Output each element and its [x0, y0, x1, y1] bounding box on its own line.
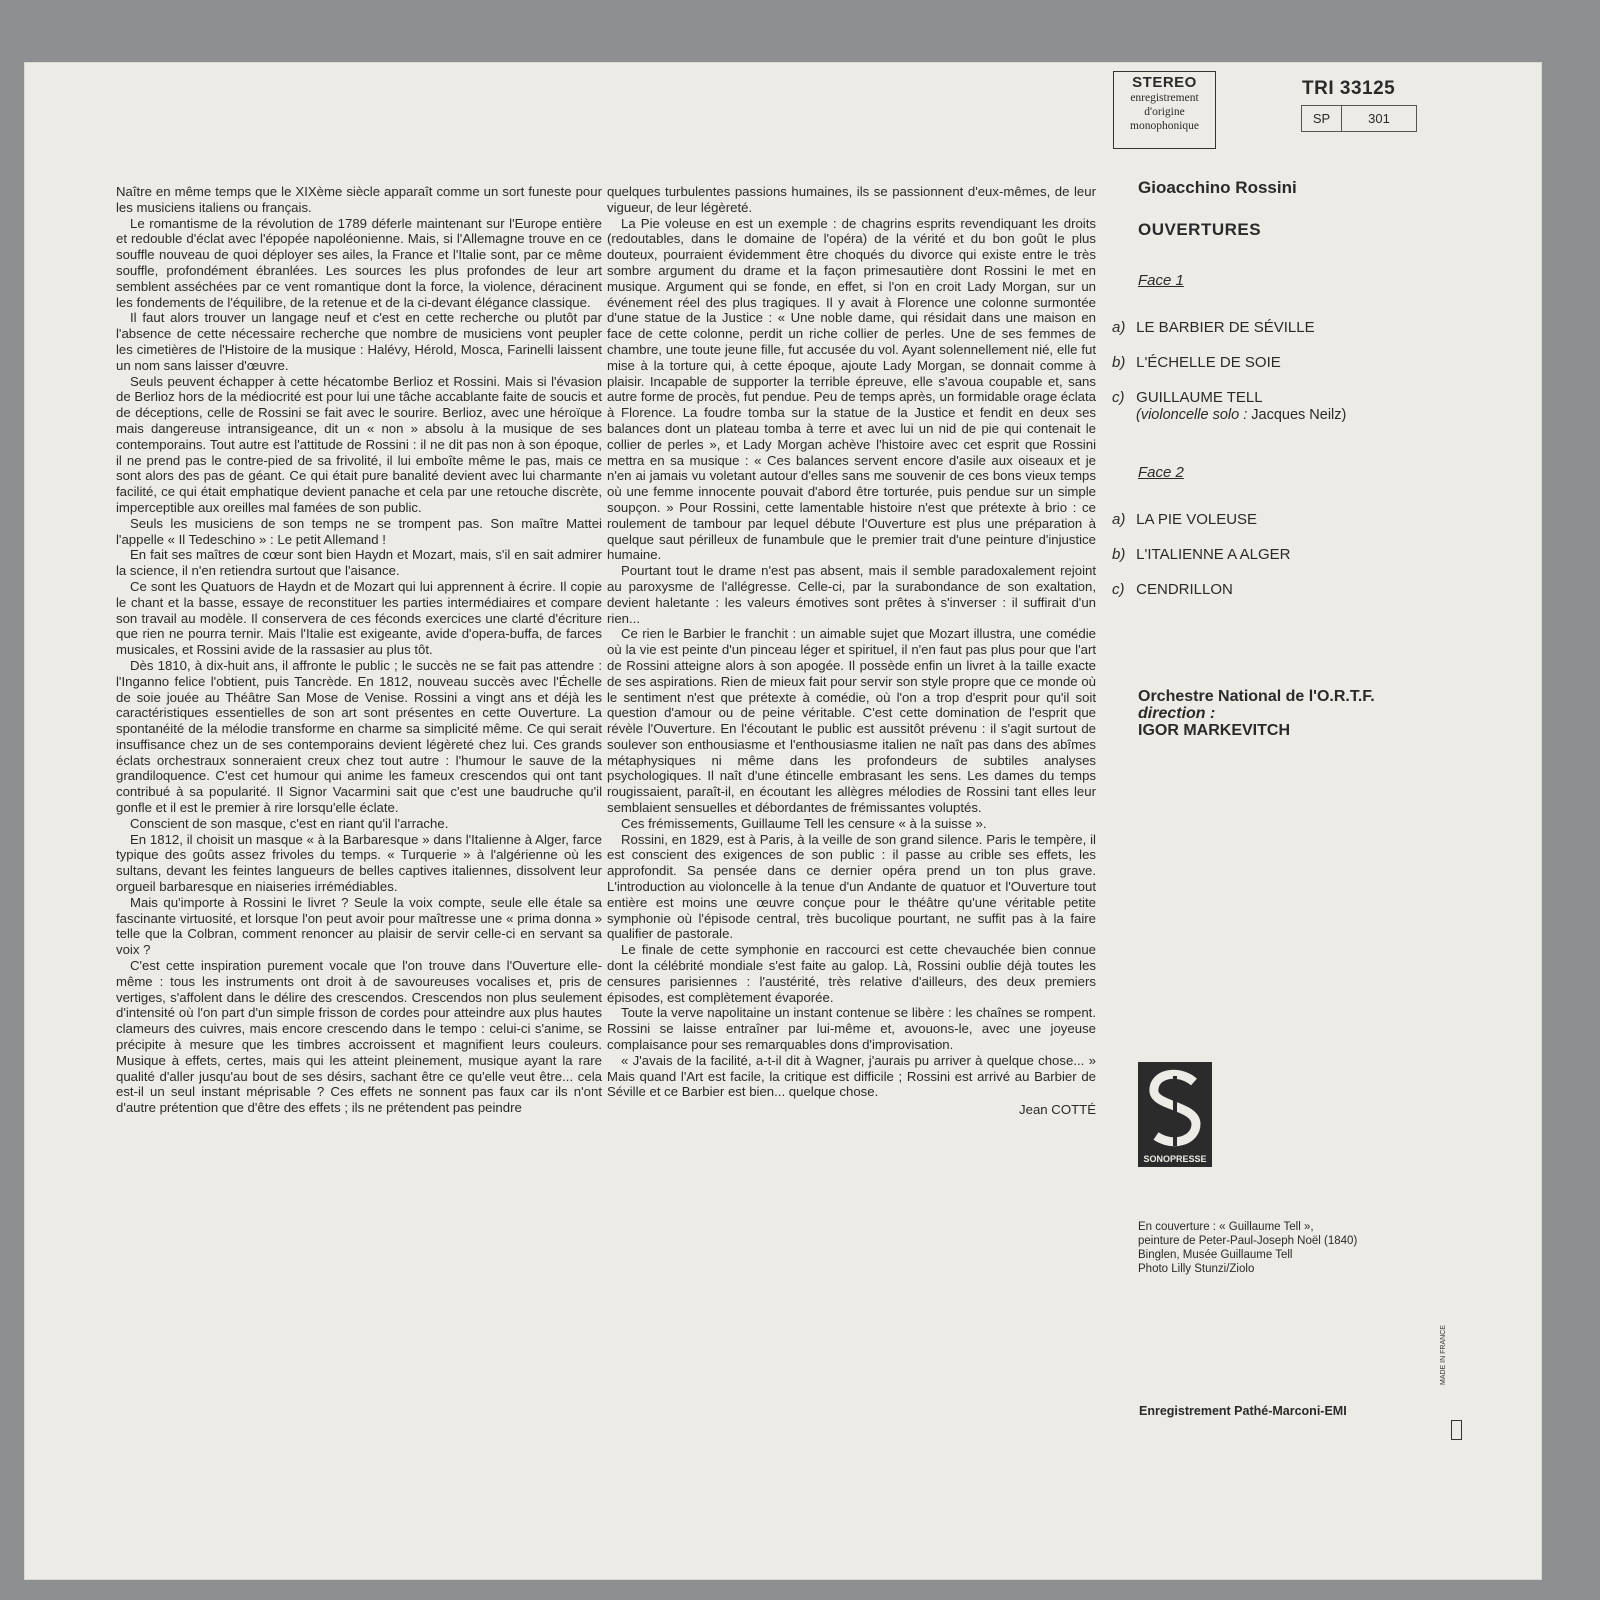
track-index: a): [1112, 319, 1126, 336]
paragraph: Dès 1810, à dix-huit ans, il affronte le public ; le succès ne se fait pas attendre : l'Inganno felice l'obtient, puis Tancrède. En 1812, nouveau succès avec l'Échelle de soie jouée au Théâtre San Mose de Venise. Rossini a vingt ans et déjà les caractéristiques essentielles de son art sont présentes en cette Ouverture. La spontanéité de la mélodie transforme en charme sa simplicité même. Ce qui serait insuffisance chez un de ses contemporains devient légèreté chez lui. Ces grands éclats orchestraux sonneraient creux chez tout autre : l'humour le sauve de la grandiloquence. C'est cet humour qui anime les fameux crescendos qui ont tant contribué à sa popularité. Il Signor Vacarmini sait que c'est une baudruche qu'il gonfle et il est le premier à rire lorsqu'elle éclate.: [116, 657, 602, 816]
work-title: OUVERTURES: [1138, 220, 1262, 239]
note-name: Jacques Neilz): [1251, 407, 1347, 423]
liner-notes-column-2: [607, 184, 1096, 1118]
track-item: [1112, 581, 1233, 598]
logo-text: SONOPRESSE: [1143, 1154, 1207, 1164]
track-index: c): [1112, 581, 1125, 598]
paragraph: Ces frémissements, Guillaume Tell les censure « à la suisse ».: [621, 815, 987, 831]
note-label: (violoncelle solo :: [1136, 407, 1248, 423]
stereo-line: enregistrement: [1130, 92, 1199, 104]
paragraph: « J'avais de la facilité, a-t-il dit à Wagner, j'aurais pu arriver à quelque chose... » Mais quand l'Art est facile, la critique est difficile ; Rossini est arrivé au Barbier de Séville et ce Barbier est bien... quelque chose.: [607, 1052, 1096, 1100]
made-in-label: MADE IN FRANCE: [1440, 1325, 1447, 1385]
track-index: b): [1112, 354, 1126, 371]
paragraph: C'est cette inspiration purement vocale que l'on trouve dans l'Ouverture elle-même : tous les instruments ont droit à de savoureuses vocalises et, pris de vertiges, s'affolent dans le délire des crescendos. Crescendos non plus seulement d'intensité où l'on part d'un simple frisson de cordes pour atteindre aux plus hautes clameurs des cuivres, mais encore crescendo dans le tempo : celui-ci s'anime, se précipite à mesure que les timbres accroissent et magnifient leurs couleurs. Musique à effets, certes, mais qui les atteint pleinement, musique ayant la rare qualité d'aller jusqu'au bout de ses désirs, sachant être ce qu'elle veut être... cela est-il un seul instant méprisable ? Ces effets ne sonnent pas faux car ils n'ont d'autre prétention que d'être des effets ; ils ne prétendent pas peindre: [116, 958, 602, 1116]
paragraph: quelques turbulentes passions humaines, ils se passionnent d'eux-mêmes, de leur vigueur, de leur légèreté.: [607, 184, 1096, 215]
track-title: L'ÉCHELLE DE SOIE: [1136, 354, 1281, 371]
paragraph: Seuls les musiciens de son temps ne se trompent pas. Son maître Mattei l'appelle « Il Tedeschino » : Le petit Allemand !: [116, 515, 602, 547]
direction-label: direction :: [1138, 705, 1216, 722]
paragraph: Le romantisme de la révolution de 1789 déferle maintenant sur l'Europe entière et redouble d'éclat avec l'épopée napoléonienne. Mais, si l'Allemagne trouve en ce souffle nouveau de quoi déployer ses ailes, la France et l'Italie sont, par ce même souffle, profondément ébranlées. Les sources les plus profondes de leur art semblent asséchées par ce vent romantique dont la force, la violence, déracinent les fondements de l'équilibre, de la retenue et de la ci-devant élégance classique.: [116, 215, 602, 310]
stereo-line: d'origine: [1144, 106, 1185, 118]
track-title: LA PIE VOLEUSE: [1136, 511, 1258, 528]
paragraph: Conscient de son masque, c'est en riant qu'il l'arrache.: [130, 815, 449, 831]
catalog-number: TRI 33125: [1302, 78, 1396, 99]
sonopresse-logo: [1138, 1062, 1212, 1167]
paragraph: Le finale de cette symphonie en raccourci est cette chevauchée bien connue dont la célébrité mondiale s'est faite au galop. Là, Rossini oublie déjà toutes les censures parisiennes : l'austérité, très relative d'ailleurs, des deux premiers épisodes, est complètement évaporée.: [607, 942, 1096, 1005]
paragraph: Toute la verve napolitaine un instant contenue se libère : les chaînes se rompent. Rossini se laisse entraîner par lui-même et, avouons-le, avec une joyeuse complaisance pour ses remarquables dons d'improvisation.: [607, 1005, 1096, 1053]
composer-name: Gioacchino Rossini: [1138, 178, 1297, 197]
paragraph: Mais qu'importe à Rossini le livret ? Seule la voix compte, seule elle étale sa fascinante virtuosité, et lorsque l'on peut avoir pour maîtresse une « prima donna » telle que la Colbran, comment renoncer au plaisir de servir celle-ci en servant sa voix ?: [116, 894, 602, 958]
sp-prefix: SP: [1302, 106, 1342, 131]
track-title: L'ITALIENNE A ALGER: [1136, 546, 1291, 563]
author-signature: Jean COTTÉ: [1019, 1102, 1096, 1118]
paragraph: Il faut alors trouver un langage neuf et c'est en cette recherche ou plutôt par l'absence de cette nécessaire recherche que nombre de musiciens vont peupler les cimetières de l'Histoire de la musique : Halévy, Hérold, Mosca, Farinelli laissent un nom sans laisser d'œuvre.: [116, 310, 602, 373]
track-title: CENDRILLON: [1136, 581, 1233, 598]
face-2-label: Face 2: [1138, 464, 1184, 481]
stereo-title: STEREO: [1132, 74, 1197, 91]
track-item: [1112, 511, 1257, 528]
emi-mark-icon: [1451, 1420, 1462, 1440]
paragraph: Seuls peuvent échapper à cette hécatombe Berlioz et Rossini. Mais si l'évasion de Berlioz hors de la médiocrité est pour lui une tâche accablante faite de soucis et de déceptions, celle de Rossini se fait avec le sourire. Berlioz, avec une héroïque mais dangereuse intransigeance, dit un « non » absolu à la musique de ses contemporains. Tout autre est l'attitude de Rossini : il ne dit pas non à son époque, il ne prend pas le contre-pied de sa frivolité, il lui emboîte même le pas, mais ce sont alors des pas de géant. Ce qui était pure banalité devient avec lui charmante facilité, ce qui était emphatique devient panache et cela par une retouche discrète, imperceptible aux oreilles mal famées de son public.: [116, 373, 602, 515]
track-index: c): [1112, 389, 1125, 406]
credit-line: peinture de Peter-Paul-Joseph Noël (1840): [1138, 1235, 1358, 1247]
orchestra-name: Orchestre National de l'O.R.T.F.: [1138, 688, 1375, 705]
performers: [1138, 688, 1375, 739]
paragraph: Ce sont les Quatuors de Haydn et de Mozart qui lui apprennent à écrire. Il copie le chant et la basse, essaye de reconstituer les parties intermédiaires et compare son travail au modèle. Il conservera de ces féconds exercices une clarté d'écriture que rien ne pourra ternir. Mais l'Italie est exigeante, avide d'opera-buffa, de farces musicales, et Rossini avide de la rassasier au plus tôt.: [116, 578, 602, 658]
recording-credit: Enregistrement Pathé-Marconi-EMI: [1139, 1404, 1347, 1418]
track-index: a): [1112, 511, 1126, 528]
track-item: [1112, 389, 1263, 406]
track-item: [1112, 354, 1281, 371]
paragraph: Rossini, en 1829, est à Paris, à la veille de son grand silence. Paris le tempère, il est conscient des exigences de son public : il passe au crible ses effets, les approfondit. Sa pensée dans ce dernier opéra prend un ton plus grave. L'introduction au violoncelle à la tenue d'un Andante de quatuor et l'Ouverture tout entière est moins une œuvre conçue pour le théâtre qu'une véritable petite symphonie où l'épisode central, très bucolique pourtant, ne suffit pas à la faire qualifier de pastorale.: [607, 831, 1096, 942]
track-note: [1136, 407, 1346, 423]
paragraph: En fait ses maîtres de cœur sont bien Haydn et Mozart, mais, s'il en sait admirer la science, il n'en retiendra surtout que l'aisance.: [116, 547, 602, 579]
cover-credits: [1138, 1220, 1357, 1276]
credit-line: Photo Lilly Stunzi/Ziolo: [1138, 1263, 1255, 1275]
paragraph: Naître en même temps que le XIXème siècle apparaît comme un sort funeste pour les musiciens italiens ou français.: [116, 184, 602, 215]
liner-notes-column-1: [116, 184, 602, 1116]
conductor-name: IGOR MARKEVITCH: [1138, 722, 1290, 739]
stereo-label-box: [1113, 71, 1216, 149]
track-title: LE BARBIER DE SÉVILLE: [1136, 319, 1315, 336]
credit-line: En couverture : « Guillaume Tell »,: [1138, 1221, 1314, 1233]
track-item: [1112, 319, 1315, 336]
stereo-line: monophonique: [1130, 120, 1199, 132]
track-title: GUILLAUME TELL: [1136, 389, 1263, 406]
paragraph: La Pie voleuse en est un exemple : de chagrins esprits revendiquant les droits (redoutables, dans le domaine de l'opéra) de la vérité et du bon goût le plus douteux, pourraient évidemment être choqués du divorce qui existe entre le très sombre argument du drame et la façon primesautière dont Rossini le met en musique. Argument qui se fonde, en effet, si l'on en croit Lady Morgan, sur un événement réel des plus tragiques. Il y avait à Florence une colonne surmontée d'une statue de la Justice : « Une noble dame, qui résidait dans une maison en face de cette colonne, perdit un riche collier de perles. Une de ses femmes de chambre, une toute jeune fille, fut accusée du vol. Ayant solennellement nié, elle fut mise à la torture qui, à cette époque, ajoute Lady Morgan, se donnait comme à plaisir. Incapable de supporter la terrible épreuve, elle s'avoua coupable et, sans autre forme de procès, fut pendue. Peu de temps après, un formidable orage éclata à Florence. La foudre tomba sur la statue de la Justice et fendit en deux ses balances dont un plateau tomba à terre et avec lui un nid de pie qui contenait le collier de perles », et Lady Morgan achève l'histoire avec cet esprit que Rossini mettra en sa musique : « Ces balances servent encore d'asile aux oiseaux et je n'en ai jamais vu voletant autour d'elles sans me souvenir de ces bons vieux temps où une femme innocente pouvait d'abord être torturée, puis pendue sur un simple soupçon. » Pour Rossini, cette lamentable histoire n'est que prétexte à brio : ce roulement de tambour par lequel débute l'Ouverture est plus une préparation à quelque saut périlleux de funambule que le premier trait d'une peinture d'injustice humaine.: [607, 215, 1096, 563]
face-1-label: Face 1: [1138, 272, 1184, 289]
sp-number: 301: [1368, 111, 1390, 126]
paragraph: Ce rien le Barbier le franchit : un aimable sujet que Mozart illustra, une comédie où la vie est peinte d'un pinceau léger et spirituel, il n'en faut pas plus pour que l'art de Rossini atteigne alors à son apogée. Il possède enfin un livret à la taille exacte de ses aspirations. Rien de mieux fait pour servir son style propre que ce monde où le sentiment n'est que prétexte à comédie, où l'on a trop d'esprit pour qu'il soit question d'amour ou de peine véritable. C'est cette domination de l'esprit que révèle l'Ouverture. En l'écoutant le public est aussitôt prévenu : il s'agit surtout de soulever son enthousiasme et l'enthousiasme italien ne naît pas dans des abîmes métaphysiques ni même dans les profondeurs de subtiles analyses psychologiques. Il naît d'une étincelle embrasant les sens. Les dames du temps rougissaient, paraît-il, en écoutant les allègres mélodies de Rossini tant elles leur semblaient sensuelles et débordantes de frémissantes voluptés.: [607, 626, 1096, 816]
paragraph: Pourtant tout le drame n'est pas absent, mais il semble paradoxalement rejoint au paroxysme de l'allégresse. Celle-ci, par la surabondance de son exaltation, devient haletante : les valeurs émotives sont prêtes à s'inverser : il suffirait d'un rien...: [607, 563, 1096, 626]
paragraph: En 1812, il choisit un masque « à la Barbaresque » dans l'Italienne à Alger, farce typique des goûts assez frivoles du temps. « Turquerie » à l'algérienne où les sultans, devant les feintes langueurs de belles captives italiennes, dissolvent leur orgueil barbaresque en niaiseries irrémédiables.: [116, 831, 602, 895]
sp-code-box: [1301, 105, 1417, 132]
track-index: b): [1112, 546, 1126, 563]
track-item: [1112, 546, 1291, 563]
credit-line: Binglen, Musée Guillaume Tell: [1138, 1249, 1293, 1261]
